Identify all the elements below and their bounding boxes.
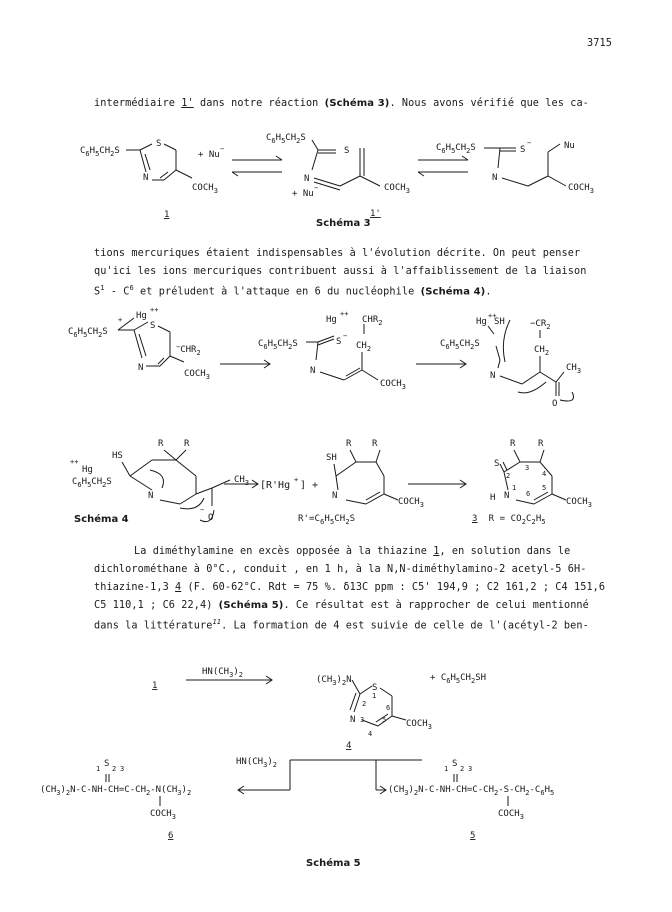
svg-text:+ Nu: + Nu xyxy=(198,150,220,160)
svg-text:R: R xyxy=(538,439,544,449)
svg-text:3: 3 xyxy=(360,716,365,724)
svg-text:N: N xyxy=(490,371,496,381)
paragraph-2-line-2: qu'ici les ions mercuriques contribuent aussi à l'affaiblissement de la liaison xyxy=(94,266,587,277)
schema4-caption: Schéma 4 xyxy=(74,514,129,525)
svg-text:CH2: $CH_2$ xyxy=(534,345,550,357)
reaction-arrow xyxy=(220,360,270,368)
ring-nitrogen: N xyxy=(143,173,149,183)
schema3-compound-1 xyxy=(80,139,224,220)
svg-text:] +: ] + xyxy=(300,480,319,491)
svg-text:COCH3: $COCH_3$ xyxy=(398,497,424,509)
text-span: La diméthylamine en excès opposée à la thiazine xyxy=(134,546,434,557)
svg-text:+ Nu: + Nu xyxy=(292,189,314,199)
svg-text:N: N xyxy=(492,173,498,183)
svg-text:2: 2 xyxy=(112,765,117,773)
svg-text:Hg: Hg xyxy=(136,311,147,321)
svg-text:C6H5CH2S: $C_6H_5CH_2S$ xyxy=(258,339,298,351)
paragraph-3-line-4 xyxy=(94,600,589,611)
svg-text:N: N xyxy=(138,363,144,373)
svg-text:3: 3 xyxy=(468,765,473,773)
svg-text:S: S xyxy=(150,321,156,331)
text-span: C5 110,1 ; C6 22,4) xyxy=(94,600,219,611)
text-span: S xyxy=(94,286,101,298)
svg-text:−: − xyxy=(314,184,319,192)
svg-text:CHR2: $CHR_2$ xyxy=(362,315,383,327)
paragraph-2-line-1: tions mercuriques étaient indispensables à l'évolution décrite. On peut penser xyxy=(94,248,581,259)
schema4-product-3 xyxy=(490,439,592,509)
svg-text:++: ++ xyxy=(488,312,497,320)
svg-text:N: N xyxy=(304,174,310,184)
svg-text:S: S xyxy=(372,683,378,693)
schema5-thiazine-4 xyxy=(316,673,486,751)
schema3-caption: Schéma 3 xyxy=(316,218,371,229)
ring-sulfur: S xyxy=(156,139,162,149)
svg-text:C6H5CH2S: $C_6H_5CH_2S$ xyxy=(440,339,480,351)
svg-text:N: N xyxy=(310,366,316,376)
schema-ref: (Schéma 3) xyxy=(324,98,390,109)
svg-text:R: R xyxy=(372,439,378,449)
svg-text:HN(CH3)2: $HN(CH_3)_2$ xyxy=(202,667,243,679)
reaction-arrow xyxy=(416,360,466,368)
svg-text:2: 2 xyxy=(506,472,511,480)
svg-text:CH3: $CH_3$ xyxy=(234,475,250,487)
svg-text:H: H xyxy=(490,493,496,503)
svg-text:4: 4 xyxy=(542,470,547,478)
svg-text:COCH3: $COCH_3$ xyxy=(150,809,176,821)
text-span: . Ce résultat est à rapprocher de celui mentionné xyxy=(283,600,589,611)
svg-text:−: − xyxy=(220,145,225,153)
svg-text:1: 1 xyxy=(96,765,101,773)
equilibrium-arrow xyxy=(232,156,282,176)
compound-ref: 1' xyxy=(181,98,194,109)
svg-text:O: O xyxy=(208,513,214,523)
label-6: 6 xyxy=(168,831,174,841)
svg-text:R: R xyxy=(158,439,164,449)
svg-text:(CH3)2N-C-NH-CH=C-CH2-S-CH2-C6: $(CH_3)_2N-C-NH-CH=C-CH_2-S-CH_2-C_6H_5$ xyxy=(388,785,555,797)
svg-text:−CR2: $-CR_2$ xyxy=(530,319,551,331)
text-span: . Nous avons vérifié que les ca- xyxy=(389,98,589,109)
schema5-product-5 xyxy=(388,759,554,841)
equilibrium-arrow xyxy=(418,156,468,176)
svg-text:S: S xyxy=(520,145,526,155)
text-span: - C xyxy=(104,286,130,298)
schema4-row1-left xyxy=(68,306,210,381)
label-3: 3 xyxy=(472,514,478,524)
paragraph-3-line-5 xyxy=(94,618,589,631)
svg-text:Hg: Hg xyxy=(82,465,93,475)
svg-text:COCH3: $COCH_3$ xyxy=(380,379,406,391)
superscript: 6 xyxy=(129,284,134,292)
schema-ref: (Schéma 4) xyxy=(420,286,486,298)
svg-text:R: R xyxy=(510,439,516,449)
svg-text:1: 1 xyxy=(512,484,517,492)
rhg-cation: [R'Hg xyxy=(260,480,291,491)
svg-text:COCH3: $COCH_3$ xyxy=(566,497,592,509)
reference-superscript: 11 xyxy=(212,618,222,626)
page-number: 3715 xyxy=(587,38,612,49)
svg-text:−CHR2: $^-CHR_2$ xyxy=(176,343,201,357)
svg-text:HS: HS xyxy=(112,451,123,461)
svg-text:C6H5CH2S: $C_6H_5CH_2S$ xyxy=(266,133,306,145)
schema3-compound-1prime xyxy=(266,133,410,219)
text-span: intermédiaire xyxy=(94,98,182,109)
schema5-caption: Schéma 5 xyxy=(306,858,361,869)
schema4-row2-thiol xyxy=(326,439,424,509)
svg-text:SH: SH xyxy=(494,317,505,327)
svg-text:HN(CH3)2: $HN(CH_3)_2$ xyxy=(236,757,277,769)
svg-text:R: R xyxy=(184,439,190,449)
svg-text:6: 6 xyxy=(526,490,531,498)
svg-text:N: N xyxy=(148,491,154,501)
svg-text:1: 1 xyxy=(444,765,449,773)
text-span: dans notre réaction xyxy=(193,98,325,109)
svg-text:O: O xyxy=(552,399,558,409)
svg-text:++: ++ xyxy=(150,306,159,314)
svg-text:COCH3: $COCH_3$ xyxy=(406,719,432,731)
svg-text:Hg: Hg xyxy=(326,315,337,325)
text-span: thiazine-1,3 xyxy=(94,582,176,593)
schema4-row1-middle xyxy=(258,310,406,391)
svg-text:SH: SH xyxy=(326,453,337,463)
svg-text:S: S xyxy=(336,337,342,347)
paragraph-3-line-2: dichlorométhane à 0°C., conduit , en 1 h, à la N,N-diméthylamino-2 acetyl-5 6H- xyxy=(94,564,587,575)
svg-text:N: N xyxy=(504,491,510,501)
svg-text:−: − xyxy=(527,139,532,147)
schema5-product-6 xyxy=(40,759,191,841)
svg-text:(CH3)2N: $(CH_3)_2N$ xyxy=(316,675,352,687)
label-1prime: 1' xyxy=(370,209,381,219)
svg-text:−: − xyxy=(343,332,348,340)
svg-text:2: 2 xyxy=(460,765,465,773)
label-5: 5 xyxy=(470,831,476,841)
compound-ref: 4 xyxy=(175,582,182,593)
label-1: 1 xyxy=(164,210,170,220)
svg-text:Hg: Hg xyxy=(476,317,487,327)
svg-text:Nu: Nu xyxy=(564,141,575,151)
svg-text:S: S xyxy=(494,459,500,469)
text-span: dans la littérature xyxy=(94,620,213,632)
paragraph-3-line-3 xyxy=(94,582,605,593)
svg-text:1: 1 xyxy=(372,692,377,700)
svg-text:(CH3)2N-C-NH-CH=C-CH2-N(CH3)2: $(CH_3)_2N-C-NH-CH=C-CH_2-N(CH_3)_2$ xyxy=(40,785,192,797)
svg-text:+ C6H5CH2SH: + $C_6H_5CH_2SH$ xyxy=(430,673,487,685)
svg-text:5: 5 xyxy=(382,716,387,724)
svg-text:S: S xyxy=(104,759,110,769)
svg-text:4: 4 xyxy=(368,730,373,738)
superscript: 1 xyxy=(100,284,105,292)
svg-text:++: ++ xyxy=(340,310,349,318)
svg-text:COCH3: $COCH_3$ xyxy=(184,369,210,381)
svg-text:+: + xyxy=(294,476,299,484)
rprime-definition: $R'=C_6H_5CH_2S$ xyxy=(298,514,356,526)
svg-text:COCH3: $COCH_3$ xyxy=(192,183,218,195)
svg-text:S: S xyxy=(344,146,350,156)
svg-text:C6H5CH2S: $C_6H_5CH_2S$ xyxy=(68,327,108,339)
text-span: et préludent à l'attaque en 6 du nucléophile xyxy=(133,286,421,298)
svg-text:3: 3 xyxy=(120,765,125,773)
svg-text:C6H5CH2S: $C_6H_5CH_2S$ xyxy=(72,477,112,489)
schema5-step1 xyxy=(152,667,272,691)
svg-text:COCH3: $COCH_3$ xyxy=(568,183,594,195)
text-span: . La formation de 4 est suivie de celle de l'(acétyl-2 ben- xyxy=(221,620,589,632)
reaction-arrow xyxy=(408,480,466,488)
svg-text:++: ++ xyxy=(70,458,79,466)
svg-text:2: 2 xyxy=(362,700,367,708)
label-4: 4 xyxy=(346,741,352,751)
compound-ref: 1 xyxy=(433,546,440,557)
schema4-row2-left xyxy=(70,439,249,523)
paragraph-3-line-1 xyxy=(134,546,570,557)
svg-text:S: S xyxy=(452,759,458,769)
svg-text:−: − xyxy=(200,506,205,514)
svg-text:+: + xyxy=(118,316,123,324)
text-span: , en solution dans le xyxy=(439,546,571,557)
schema-ref: (Schéma 5) xyxy=(218,600,284,611)
svg-text:1: 1 xyxy=(152,681,158,691)
svg-text:N: N xyxy=(350,715,356,725)
svg-text:C6H5CH2S: $C_6H_5CH_2S$ xyxy=(80,146,120,158)
schema4-row2-middle xyxy=(260,476,318,491)
text-span: (F. 60-62°C. Rdt = 75 %. δ13C ppm : C5' 194,9 ; C2 161,2 ; C4 151,6 xyxy=(181,582,606,593)
svg-text:R: R xyxy=(346,439,352,449)
svg-text:5: 5 xyxy=(542,484,547,492)
text-span: . xyxy=(485,286,492,298)
svg-text:COCH3: $COCH_3$ xyxy=(498,809,524,821)
svg-text:3: 3 xyxy=(525,464,530,472)
svg-text:6: 6 xyxy=(386,704,391,712)
svg-text:COCH3: $COCH_3$ xyxy=(384,183,410,195)
svg-text:CH3: $CH_3$ xyxy=(566,363,582,375)
r-definition: 3 $R = CO_2C_2H_5$ xyxy=(472,514,546,526)
schema3-product xyxy=(436,139,594,195)
svg-text:CH2: $CH_2$ xyxy=(356,341,372,353)
svg-text:C6H5CH2S: $C_6H_5CH_2S$ xyxy=(436,143,476,155)
paragraph-2-line-3 xyxy=(94,284,492,297)
svg-text:N: N xyxy=(332,491,338,501)
